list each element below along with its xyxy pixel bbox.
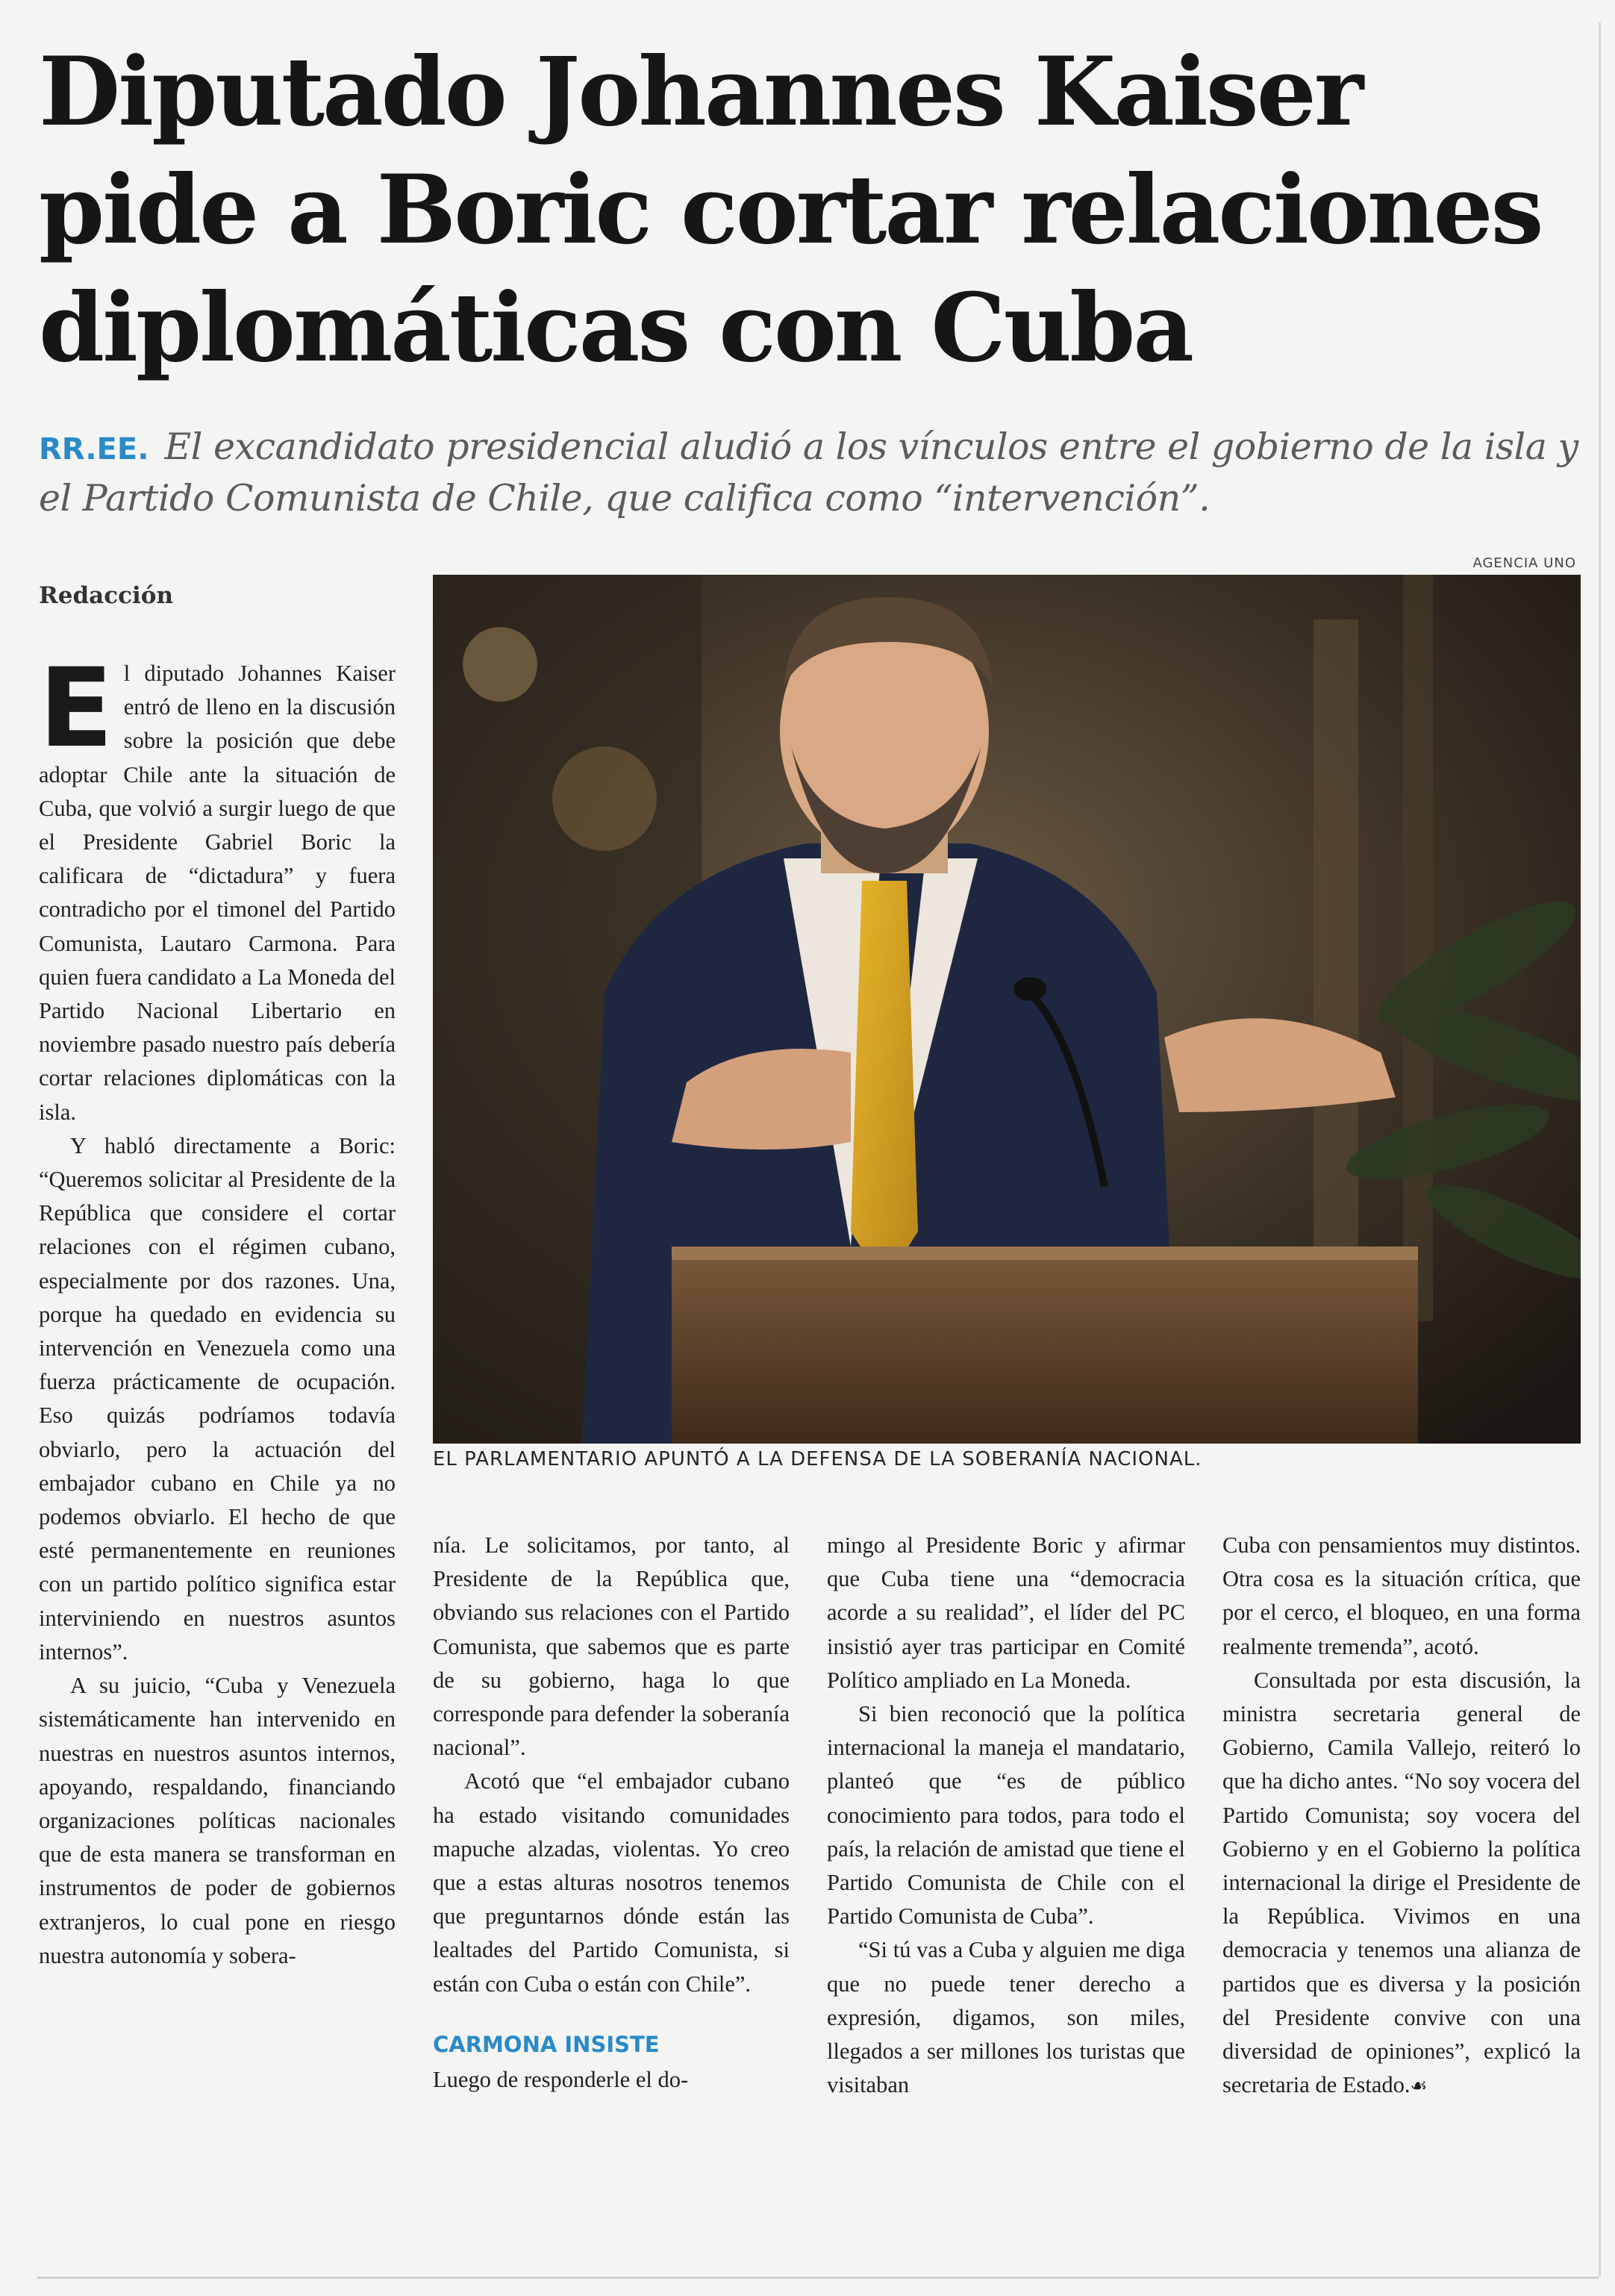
paragraph: A su juicio, “Cuba y Venezuela sistemáticamente han intervenido en nuestras en nuestros asuntos internos, apoyando, respaldando, financiando organizaciones políticas nacionales que de esta manera se transforman en instrumentos de poder de gobiernos extranjeros, lo cual pone en riesgo nuestra autonomía y sobera- bbox=[39, 1673, 396, 1968]
section-kicker: RR.EE. bbox=[39, 432, 149, 467]
headline-line-1: Diputado Johannes Kaiser bbox=[39, 37, 1362, 147]
drop-cap: E bbox=[39, 645, 113, 772]
photo-illustration bbox=[433, 575, 1581, 1444]
article-column-1 bbox=[39, 645, 396, 2247]
paragraph: mingo al Presidente Boric y afirmar que Cuba tiene una “democracia acorde a su realidad”, el líder del PC insistió ayer tras participar en Comité Político ampliado en La Moneda. bbox=[827, 1532, 1185, 1693]
headline-line-3: diplomáticas con Cuba bbox=[39, 272, 1193, 383]
column-rule bbox=[1599, 22, 1601, 2277]
deck bbox=[39, 422, 1584, 523]
paragraph-text: l diputado Johannes Kaiser entró de lleno en la discusión sobre la posición que debe adoptar Chile ante la situación de Cuba, que volvió a surgir luego de que el Presidente Gabriel Boric la calificara de “dictadura” y fuera contradicho por el timonel del Partido Comunista, Lautaro Carmona. Para quien fuera candidato a La Moneda del Partido Nacional Libertario en noviembre pasado nuestro país debería cortar relaciones diplomáticas con la isla. bbox=[39, 661, 396, 1125]
paragraph: Si bien reconoció que la política internacional la maneja el mandatario, planteó que “es de público conocimiento para todos, para todo el país, la relación de amistad que tiene el Partido Comunista de Chile con el Partido Comunista de Cuba”. bbox=[827, 1701, 1185, 1930]
paragraph: nía. Le solicitamos, por tanto, al Presidente de la República que, obviando sus relaciones con el Partido Comunista, que sabemos que es parte de su gobierno, haga lo que corresponde para defender la soberanía nacional”. bbox=[433, 1532, 790, 1761]
bottom-rule bbox=[37, 2277, 1599, 2279]
paragraph bbox=[1222, 1664, 1581, 2104]
paragraph-text: Consultada por esta discusión, la ministra secretaria general de Gobierno, Camila Vallejo, reiteró lo que ha dicho antes. “No soy vocera del Partido Comunista; soy vocera del Gobierno y en el Gobierno la política internacional la dirige el Presidente de la República. Vivimos en una democracia y tenemos una alianza de partidos que es diversa y la posición del Presidente convive con una diversidad de opiniones”, explicó la secretaria de Estado. bbox=[1222, 1667, 1581, 2098]
paragraph: Cuba con pensamientos muy distintos. Otra cosa es la situación crítica, que por el cerco, el bloqueo, en una forma realmente tremenda”, acotó. bbox=[1222, 1532, 1581, 1659]
paragraph: Y habló directamente a Boric: “Queremos solicitar al Presidente de la República que considere el cortar relaciones con el régimen cubano, especialmente por dos razones. Una, porque ha quedado en evidencia su intervención en Venezuela como una fuerza prácticamente de ocupación. Eso quizás podríamos todavía obviarlo, pero la actuación del embajador cubano en Chile ya no podemos obviarlo. El hecho de que esté permanentemente en reuniones con un partido político significa estar interviniendo en nuestros asuntos internos”. bbox=[39, 1132, 396, 1665]
headline-line-2: pide a Boric cortar relaciones bbox=[39, 155, 1542, 265]
headline bbox=[39, 33, 1591, 387]
article-column-4 bbox=[1222, 1529, 1581, 2103]
subhead: CARMONA INSISTE bbox=[433, 2031, 660, 2057]
paragraph: “Si tú vas a Cuba y alguien me diga que no puede tener derecho a expresión, digamos, son miles, llegados a ser millones los turistas que visitaban bbox=[827, 1937, 1185, 2098]
paragraph bbox=[39, 645, 396, 1129]
paragraph: Luego de responderle el do- bbox=[433, 2067, 689, 2093]
photo-credit: AGENCIA UNO bbox=[1472, 555, 1576, 571]
deck-text: El excandidato presidencial aludió a los vínculos entre el gobierno de la isla y el Partido Comunista de Chile, que califica como “intervención”. bbox=[39, 425, 1578, 520]
photo-caption: EL PARLAMENTARIO APUNTÓ A LA DEFENSA DE LA SOBERANÍA NACIONAL. bbox=[433, 1448, 1202, 1470]
article-column-3 bbox=[827, 1529, 1185, 2102]
paragraph: Acotó que “el embajador cubano ha estado visitando comunidades mapuche alzadas, violentas. Yo creo que a estas alturas nosotros tenemos que preguntarnos dónde están las lealtades del Partido Comunista, si están con Cuba o están con Chile”. bbox=[433, 1768, 790, 1997]
article-column-2 bbox=[433, 1529, 790, 2097]
article-photo bbox=[433, 575, 1581, 1444]
end-mark-icon: ☙ bbox=[1410, 2075, 1428, 2098]
byline: Redacción bbox=[39, 582, 173, 609]
